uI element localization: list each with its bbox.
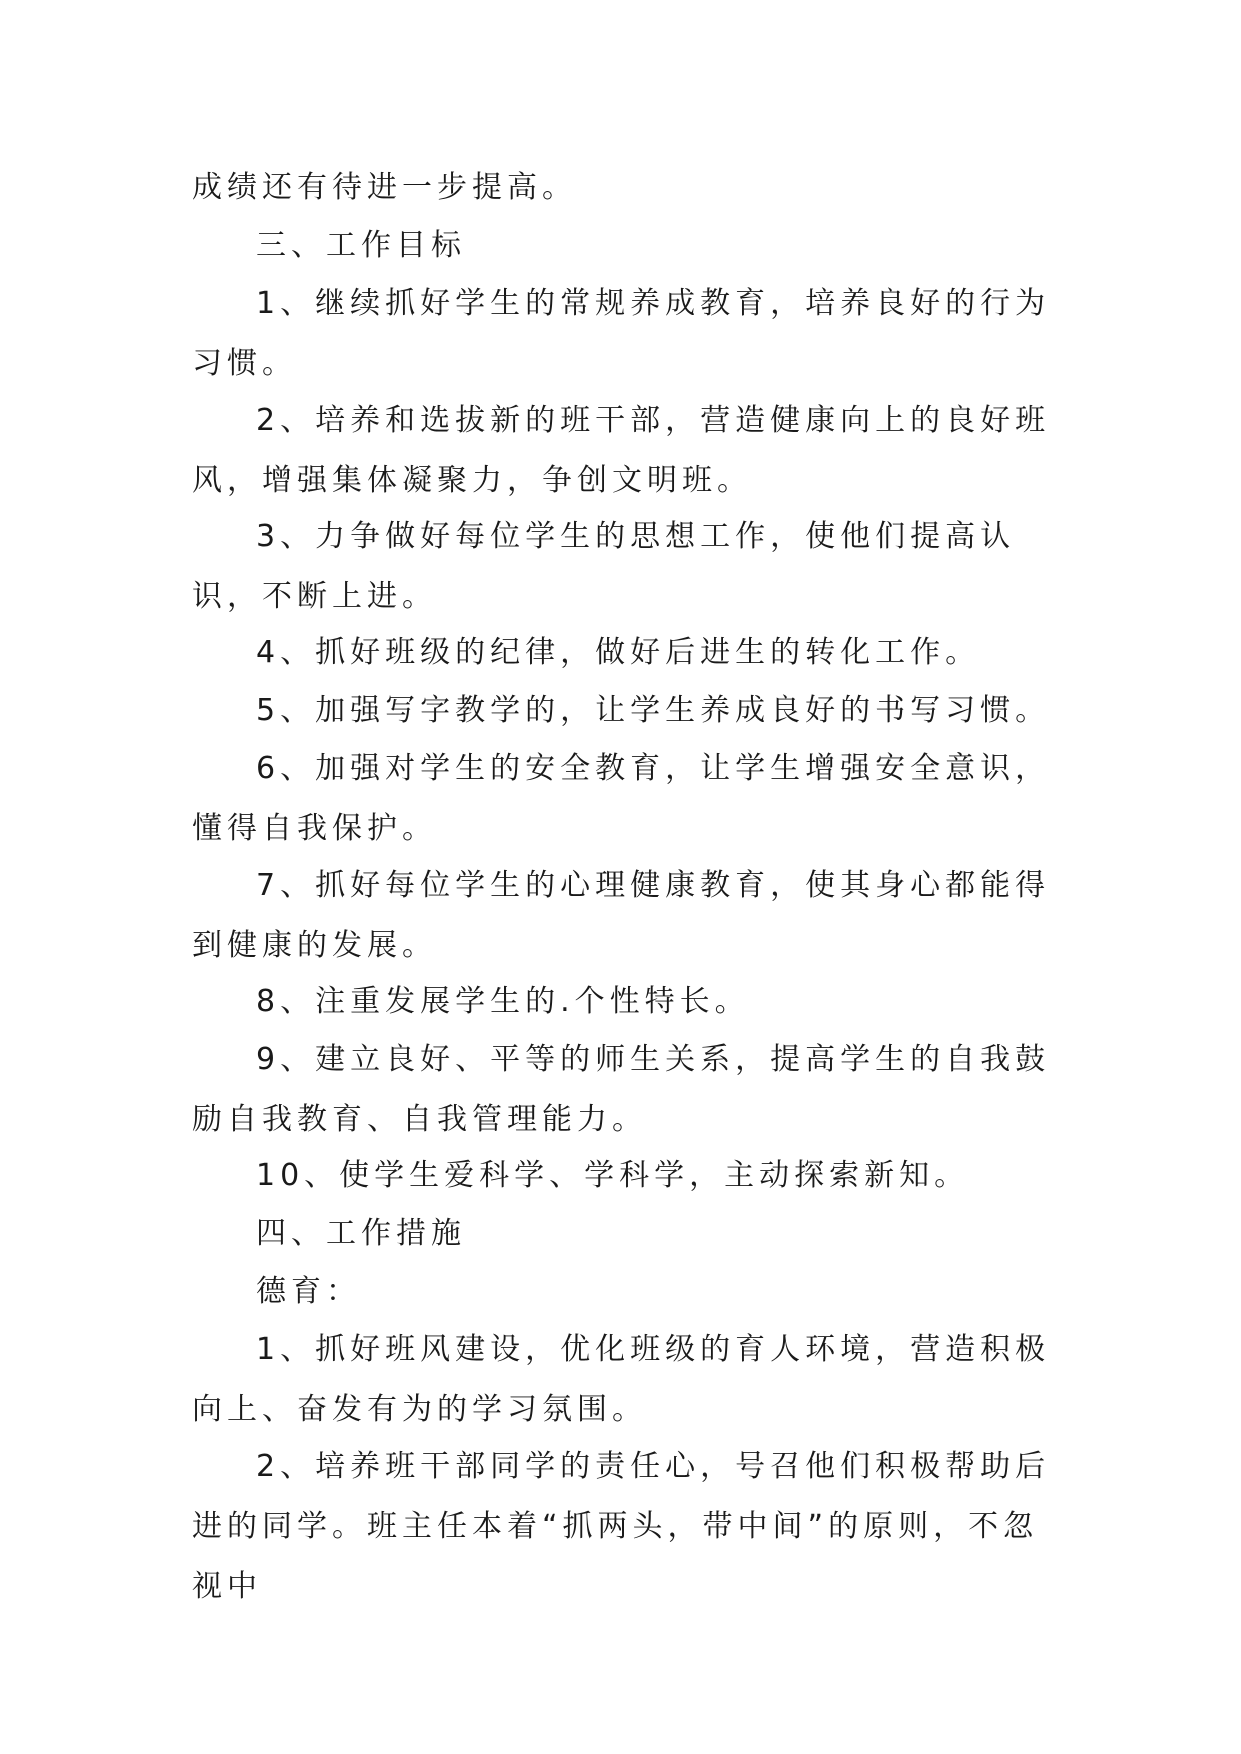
goal-item-2: 2、培养和选拔新的班干部，营造健康向上的良好班风，增强集体凝聚力，争创文明班。 bbox=[192, 403, 1051, 498]
goal-item-6: 6、加强对学生的安全教育，让学生增强安全意识，懂得自我保护。 bbox=[192, 751, 1051, 846]
section-heading-goals: 三、工作目标 bbox=[256, 228, 466, 263]
goal-item-8: 8、注重发展学生的.个性特长。 bbox=[256, 984, 750, 1019]
goal-item-4: 4、抓好班级的纪律，做好后进生的转化工作。 bbox=[256, 635, 981, 670]
goal-item-10: 10、使学生爱科学、学科学，主动探索新知。 bbox=[256, 1158, 970, 1193]
paragraph-continuation: 成绩还有待进一步提高。 bbox=[192, 170, 577, 205]
section-heading-measures: 四、工作措施 bbox=[256, 1216, 466, 1251]
goal-item-5: 5、加强写字教学的，让学生养成良好的书写习惯。 bbox=[256, 693, 1051, 728]
subheading-moral-education: 德育： bbox=[256, 1274, 361, 1309]
goal-item-1: 1、继续抓好学生的常规养成教育，培养良好的行为习惯。 bbox=[192, 286, 1051, 381]
goal-item-3: 3、力争做好每位学生的思想工作，使他们提高认识，不断上进。 bbox=[192, 519, 1016, 614]
measure-item-1: 1、抓好班风建设，优化班级的育人环境，营造积极向上、奋发有为的学习氛围。 bbox=[192, 1332, 1051, 1427]
goal-item-9: 9、建立良好、平等的师生关系，提高学生的自我鼓励自我教育、自我管理能力。 bbox=[192, 1042, 1051, 1137]
goal-item-7: 7、抓好每位学生的心理健康教育，使其身心都能得到健康的发展。 bbox=[192, 868, 1051, 963]
measure-item-2: 2、培养班干部同学的责任心，号召他们积极帮助后进的同学。班主任本着“抓两头，带中间”的原则，不忽视中 bbox=[192, 1449, 1051, 1604]
